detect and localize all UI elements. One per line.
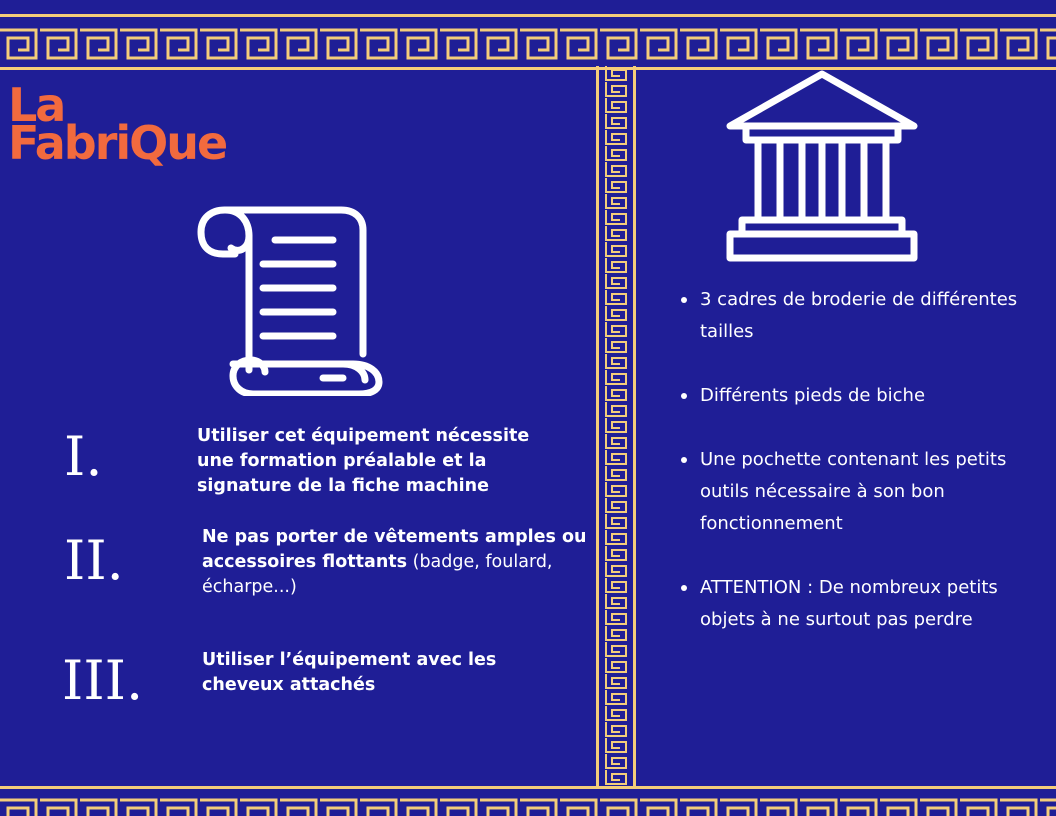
rule-text	[202, 525, 594, 600]
bullet-icon	[681, 393, 687, 399]
list-item	[680, 444, 1050, 540]
bullet-icon	[681, 297, 687, 303]
greek-key-border-center	[596, 66, 636, 788]
greek-key-border-top	[0, 14, 1056, 70]
scroll-icon	[193, 204, 388, 396]
rule-text-bold: Ne pas porter de vêtements amples ou accessoires flottants	[202, 527, 587, 572]
la-fabrique-logo	[8, 78, 298, 192]
list-item	[680, 284, 1050, 348]
logo-line-2: FabriQue	[8, 116, 227, 170]
list-item	[680, 572, 1050, 636]
list-item-text: Différents pieds de biche	[700, 385, 926, 406]
rule-text-bold: Utiliser l’équipement avec les cheveux attachés	[202, 650, 497, 695]
rule-numeral: I.	[64, 425, 103, 488]
list-item	[680, 380, 1050, 412]
temple-icon	[724, 68, 920, 264]
rule-text	[202, 648, 562, 698]
list-item-text: ATTENTION : De nombreux petits objets à ne surtout pas perdre	[700, 577, 998, 630]
greek-key-border-bottom	[0, 786, 1056, 816]
bullet-icon	[681, 585, 687, 591]
rule-numeral: III.	[62, 649, 144, 712]
logo-line-1: La	[8, 78, 65, 132]
rule-numeral: II.	[64, 529, 124, 592]
rule-text-light: (badge, foulard, écharpe...)	[202, 552, 553, 597]
list-item-text: Une pochette contenant les petits outils nécessaire à son bon fonctionnement	[700, 449, 1007, 534]
list-item-text: 3 cadres de broderie de différentes tailles	[700, 289, 1018, 342]
rule-text-bold: Utiliser cet équipement nécessite une formation préalable et la signature de la fiche machine	[197, 426, 530, 496]
equipment-list	[680, 284, 1050, 636]
rule-text	[197, 424, 567, 499]
bullet-icon	[681, 457, 687, 463]
